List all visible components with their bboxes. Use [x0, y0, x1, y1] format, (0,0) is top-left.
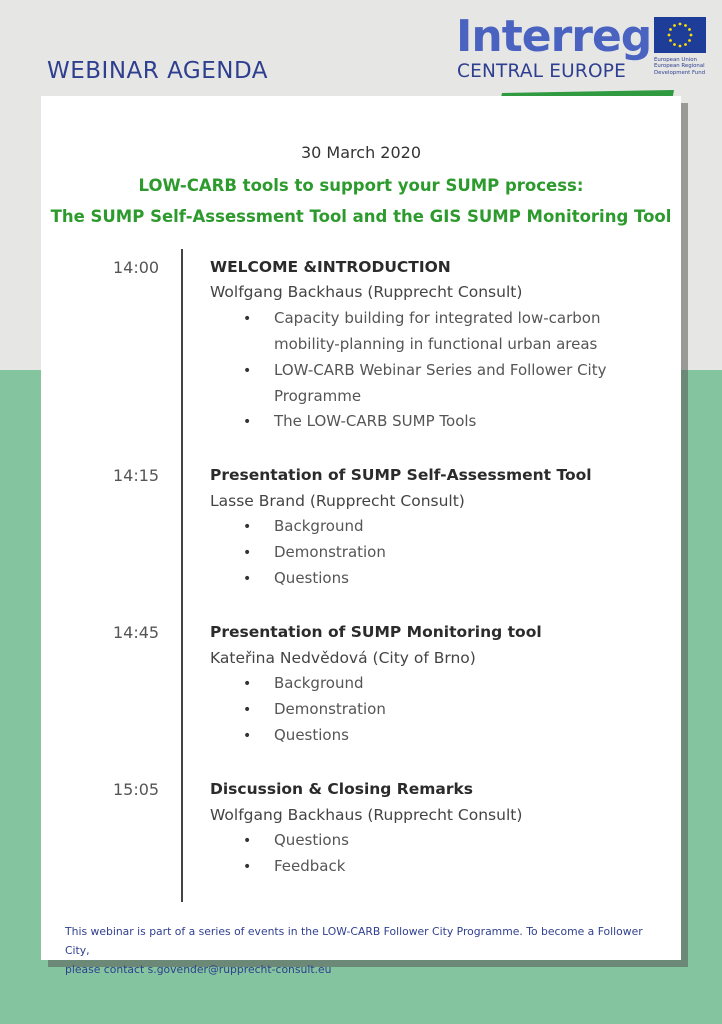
session-time: 14:15: [113, 466, 160, 485]
session-title: Discussion & Closing Remarks: [210, 780, 474, 798]
list-item: Questions: [274, 726, 349, 744]
list-item: Background: [274, 674, 364, 692]
eu-fund-text: European Union European Regional Development Fund: [654, 57, 706, 76]
event-date: 30 March 2020: [300, 143, 422, 162]
page-title: WEBINAR AGENDA: [47, 58, 268, 84]
bullet-icon: •: [243, 311, 252, 327]
eu-flag-icon: [654, 17, 706, 53]
session-speaker: Wolfgang Backhaus (Rupprecht Consult): [210, 806, 523, 824]
session-speaker: Lasse Brand (Rupprecht Consult): [210, 492, 465, 510]
list-item: Questions: [274, 569, 349, 587]
bullet-icon: •: [243, 519, 252, 535]
session-time: 14:00: [113, 258, 160, 277]
list-item: Background: [274, 517, 364, 535]
bullet-icon: •: [243, 363, 252, 379]
bullet-icon: •: [243, 859, 252, 875]
event-subtitle-line1: LOW-CARB tools to support your SUMP process:: [138, 176, 584, 195]
footer-line1: This webinar is part of a series of events in the LOW-CARB Follower City Programme. To become a Follower City,: [65, 925, 643, 957]
footer-note: [65, 922, 665, 979]
list-item: Feedback: [274, 857, 346, 875]
session-speaker: Wolfgang Backhaus (Rupprecht Consult): [210, 283, 523, 301]
footer-line2: please contact s.govender@rupprecht-consult.eu: [65, 963, 332, 976]
bullet-icon: •: [243, 833, 252, 849]
list-item: Demonstration: [274, 700, 386, 718]
bullet-icon: •: [243, 676, 252, 692]
bullet-icon: •: [243, 414, 252, 430]
list-item: Demonstration: [274, 543, 386, 561]
list-item: Questions: [274, 831, 349, 849]
bullet-icon: •: [243, 571, 252, 587]
bullet-icon: •: [243, 728, 252, 744]
session-speaker: Kateřina Nedvědová (City of Brno): [210, 649, 476, 667]
session-title: Presentation of SUMP Self-Assessment Tool: [210, 466, 592, 484]
bullet-icon: •: [243, 545, 252, 561]
list-item: Capacity building for integrated low-carbon mobility-planning in functional urban areas: [274, 309, 601, 353]
timeline-divider: [181, 249, 183, 902]
logo-wordmark: Interreg: [456, 11, 652, 62]
logo-subtitle: CENTRAL EUROPE: [457, 61, 626, 82]
session-title: Presentation of SUMP Monitoring tool: [210, 623, 542, 641]
bullet-icon: •: [243, 702, 252, 718]
event-subtitle-line2: The SUMP Self-Assessment Tool and the GIS SUMP Monitoring Tool: [50, 207, 672, 226]
session-time: 14:45: [113, 623, 160, 642]
agenda-card: [41, 96, 681, 976]
list-item: LOW-CARB Webinar Series and Follower City Programme: [274, 361, 607, 405]
list-item: The LOW-CARB SUMP Tools: [274, 412, 477, 430]
session-title: WELCOME &INTRODUCTION: [210, 258, 451, 276]
session-time: 15:05: [113, 780, 160, 799]
